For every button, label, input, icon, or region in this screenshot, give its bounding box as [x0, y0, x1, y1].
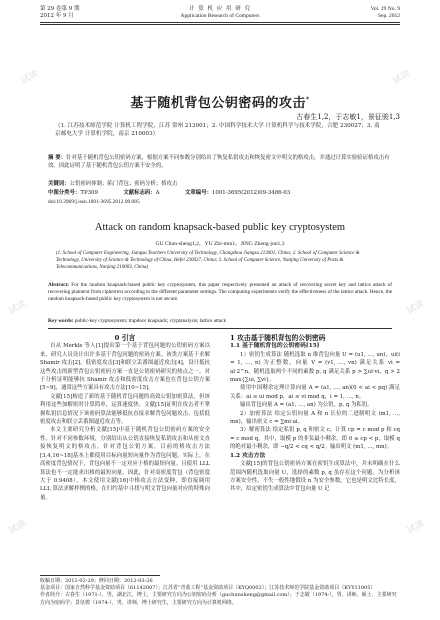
- watermark: 试读: [7, 518, 29, 537]
- abstract-cn-text: 针对基于随机背包公钥密码方案，根据方案不同参数分别给出了恢复私钥攻击和恢复密文中明文的格攻击，并通过计算实验验证格攻击有效。因此证明了基于随机背包公钥方案不安全的。: [48, 155, 390, 170]
- doc-code: A: [155, 190, 160, 196]
- scheme-paragraph-3: 输出背包向量 A = (a1, …, an) 为公钥，p, q 为私钥。: [240, 402, 373, 409]
- header-center: [140, 6, 300, 20]
- attack-paragraph-1: 文献[15]的背包公钥密码方案在密钥生成算法中，并未明确在什么范围内随机选取向量 U，选择的素数 p, q 虽存在这个问题。为分析该方案安全性，不失一般性地假设 n 为安全参数，它也是明文比特长度，其中，给定密钥生成算法中背包向量 U 记: [230, 461, 400, 493]
- watermark: 试读: [7, 298, 29, 317]
- footnote: [40, 578, 400, 607]
- abstract-divider: [48, 328, 392, 329]
- keywords-en-label: Key words:: [48, 318, 74, 324]
- doi: doi:10.3969/j.issn.1001-3695.2012.09.085: [48, 199, 140, 205]
- header-rule-thin: [40, 24, 400, 25]
- footnote-bio: 作者简介：古春生（1971-），男，湖北江，博士，主要研究方向为公钥密码分析（guchunsheng@gmail.com）；于志敏（1974-），男，讲师，硕士，主要研究方向为密码学；景征骏（1974-），男，讲师，博士研究生，主要研究方向为计算机网络。: [40, 592, 397, 606]
- subsection-scheme-title: 1.1 基于随机背包的公钥密码[15]: [230, 343, 320, 350]
- scheme-paragraph-4: 2）加密算法 给定公钥向量 A 和 n 长位的二进制明文 (m1, …, mn)，输出密文 c = ∑mi·ai。: [230, 410, 400, 426]
- clc-code: TP309: [80, 190, 98, 196]
- abstract-en-text: For the random knapsack-based public key cryptosystem, this paper respectively presented an attack of recovering secret key and lattice attack of recovering plaintext from ciphertext according to the different parameter settings. The computing experiments verify the effectiveness of the lattice attack. Hence, the random knapsack-based public key cryptosystem is not secure.: [48, 282, 392, 303]
- watermark: 试读: [19, 68, 41, 87]
- intro-paragraph-1: 自从 Merkle 等人[1]提出第一个基于背包问题的公钥密码方案以来，研究人员设计出许多基于背包问题的密码方案。该类方案基于求解 Shamir 攻击[2]，低密度攻击[3]和联立丢番图逼近攻击[4]，设计抵抗这些攻击的新型背包公钥密码方案一直是公钥密码研究的热点之一。对于分析证明能够抗 Shamir 攻击和低密度攻击方案也在背包公钥方案[5~9]，通常这些方案具有攻击方法[10~15]。: [40, 343, 210, 392]
- journal-name-cn: 计 算 机 应 用 研 究: [189, 6, 251, 12]
- abstract-en-label: Abstract:: [48, 282, 70, 288]
- scheme-paragraph-2: 使用中国剩余定理计算向量 A = (a1, …, an)(0 < ai < pq) 满足关系：ai ≡ ui mod p，ai ≡ vi mod q，i = 1, …, n。: [230, 385, 400, 400]
- scheme-paragraph-1: 1）密钥生成算法 随机选取 n 维背包向量 U = (u1, …, un)，ui(i = 1, …, n) 为正整数，向量 V = (v1, …, vn) 满足关系 vi = ai·2^n。随机选取两个不同的素数 p, q 满足关系 p > ∑ui·vi，q > 2 max{∑ui, ∑vi}。: [230, 351, 400, 384]
- watermark: 试读: [391, 68, 413, 87]
- keywords-cn: [48, 180, 392, 188]
- keywords-en: [48, 318, 392, 324]
- abstract-cn-label: 摘 要：: [48, 155, 67, 161]
- header-right: [320, 6, 400, 20]
- header-left: [40, 6, 80, 20]
- paper-title-en: Attack on random knapsack-based public key cryptosystem: [94, 222, 346, 233]
- abstract-cn: [48, 154, 392, 171]
- title-footnote-mark: *: [305, 96, 310, 104]
- watermark: 试读: [405, 518, 427, 537]
- left-column: [40, 334, 210, 502]
- authors-cn: 古春生1,2，于志敏1，景征骏1,3: [296, 113, 400, 121]
- section-attack-title: 1 攻击基于随机背包的公钥密码: [230, 334, 326, 342]
- intro-paragraph-3: 本文主要研究分析文献[15]中基于随机背包公钥密码方案的安全性。针对不同参数环境，分别给出从公钥直接恢复私钥攻击和从密文直接恢复明文的格攻击。针对背包公钥方案，目前的格攻击方法[3,4,16~18]基本上都使用目标向量短向量作为背包问题。实际上，在高密度背包情况下，背包向量不一定对应于格的最短向量。且使用 LLL 算法也不一定能求出格的最短向量。因此，针对高密度背包（背包密度大于 0.9408），本文使用文献[16]中格攻击方法变种，即直接调用 LLL 算法求解样例的格，在归约基中寻找与明文背包向量对应的特殊向量。: [40, 427, 210, 501]
- right-column: [230, 334, 400, 494]
- footnote-rule: [40, 575, 160, 576]
- watermark: 试读: [405, 298, 427, 317]
- keywords-cn-label: 关键词：: [48, 181, 70, 187]
- header-rule: [40, 22, 400, 23]
- classification-line: 中图分类号：TP309 文献标志码：A 文章编号：1001-3695(2012)09-3486-03: [48, 190, 291, 196]
- paper-title-cn: 基于随机背包公钥密码的攻击*: [130, 96, 310, 111]
- pub-date: 2012 年 9 月: [40, 13, 74, 19]
- affiliation-en: (1. School of Computer Engineering, Jiangsu Teachers University of Technology, Changzhou Jiangsu 213001, China; 2. School of Computer Science & Technology, University of Science & Technology of China, Hefei 230027, China; 3. School of Computer Science, Nanjing University of Posts & Telecommunications, Nanjing 210003, China): [56, 251, 360, 270]
- subsection-attack-title: 1.2 攻击方法: [230, 452, 266, 459]
- volume-issue-en: Vol. 29 No. 9: [370, 6, 400, 12]
- footnote-funding: 基金项目：国家自然科学基金资助项目（61142007）；江苏省“青蓝工程”基金资助项目（KYQ0002）；江苏技术师范学院基金资助项目（KYY11005）: [40, 585, 376, 592]
- scheme-paragraph-5: 3）解密算法 给定私钥 p, q 和密文 c，计算 cp = c mod p 和 cq = c mod q。其中，取模 p 的非负最小剩余，即 0 ≤ cp < p，取模 q 的绝对最小剩余，即 −q/2 < cq < q/2。输出明文 (m1, …, mn)。: [230, 427, 400, 451]
- volume-issue: 第 29 卷第 9 期: [40, 6, 80, 12]
- journal-name-en: Application Research of Computers: [180, 13, 260, 19]
- section-introduction-title: 0 引言: [114, 334, 136, 342]
- affiliation-cn: （1. 江苏技术师范学院 计算机工程学院，江苏 常州 213001；2. 中国科学技术大学 计算机科学与技术学院，合肥 230027；3. 南京邮电大学 计算机学院，南京 210003）: [55, 123, 380, 138]
- footnote-received: 收稿日期：2012-02-29；修回日期：2012-03-26: [40, 578, 153, 584]
- keywords-en-text: public-key cryptosystem; trapdoor knapsack; cryptanalysis; lattice attack: [74, 318, 227, 324]
- article-number: 1001-3695(2012)09-3486-03: [211, 190, 291, 196]
- intro-paragraph-2: 文献[15]构造了新的基于随机背包问题的高效公钥加密算法，但该利用这些加解密时计算简单，运算速度快。文献[15]证明在攻击者不掌握私钥信息情况下该密码算法能够抵抗直接求解背包问题攻击、包括低密度攻击和联立丢番图逼近攻击等。: [40, 393, 210, 426]
- authors-en: GU Chun-sheng1,2，YU Zhi-min1，JING Zheng-jun1,3: [155, 241, 285, 247]
- abstract-en: [48, 282, 392, 304]
- keywords-cn-text: 公钥密码体制；陷门背包；密码分析；格攻击: [69, 181, 178, 187]
- pub-date-en: Sep. 2012: [378, 13, 400, 19]
